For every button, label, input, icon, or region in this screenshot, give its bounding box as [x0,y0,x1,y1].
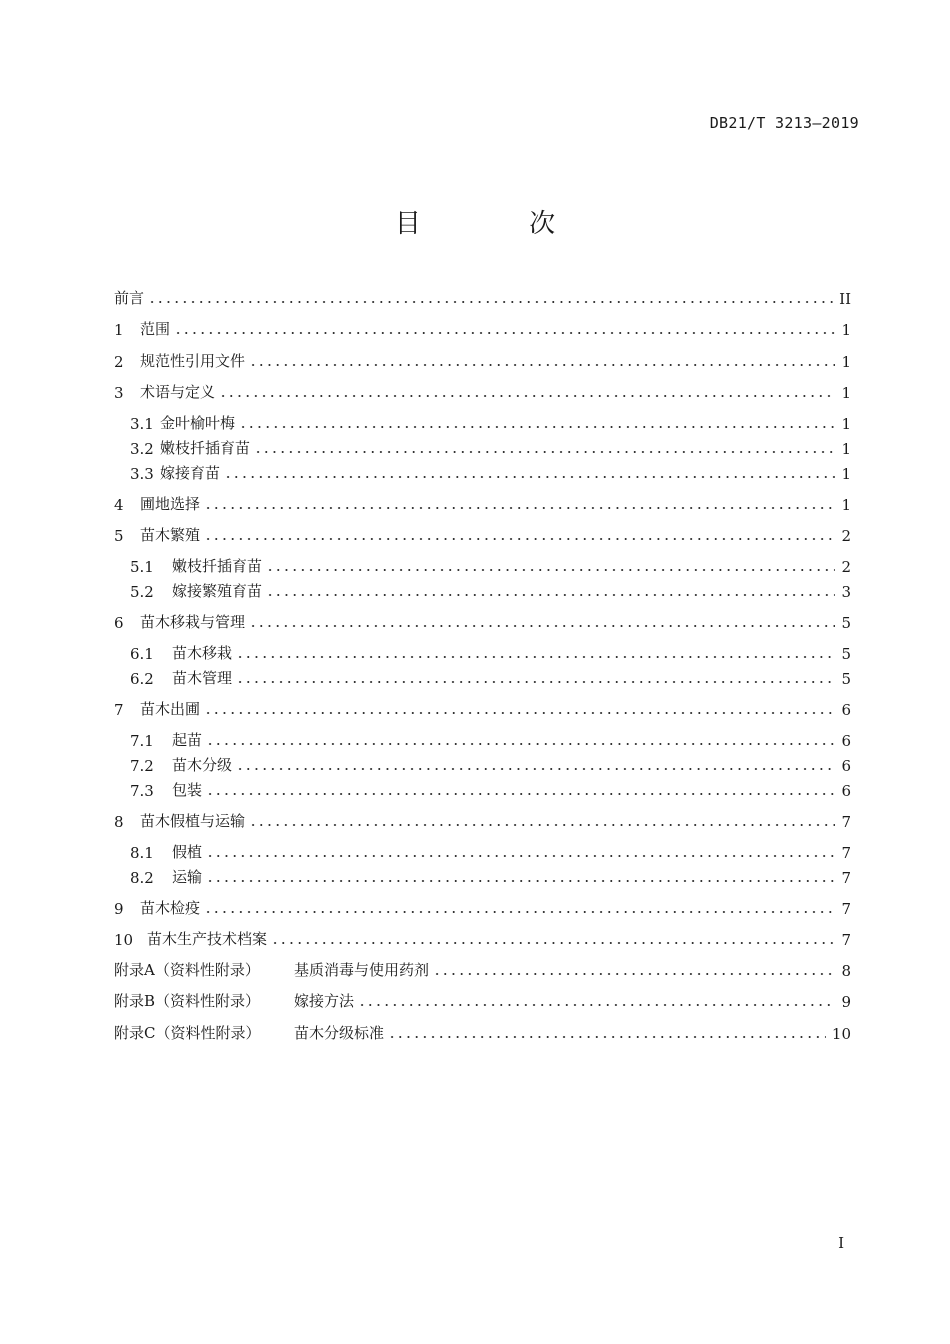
toc-entry-number: 8 [114,813,124,831]
toc-entry-page: 1 [841,321,851,339]
toc-entry-label: 基质消毒与使用药剂 [294,961,430,979]
toc-entry-number: 附录A（资料性附录） [114,961,260,979]
toc-entry-label: 金叶榆叶梅 [160,414,236,432]
leader-dots [236,655,835,659]
leader-dots [148,300,833,304]
toc-entry-label: 起苗 [172,731,203,749]
toc-entry-number: 5.2 [130,583,154,601]
toc-entry-label: 苗木分级 [172,756,233,774]
toc-entry-page: 1 [841,353,851,371]
toc-entry-page: 1 [841,465,851,483]
toc-entry-7-2[interactable] [130,753,851,775]
toc-entry-page: 7 [841,813,851,831]
toc-entry-label: 嫁接育苗 [160,464,221,482]
leader-dots [249,823,835,827]
toc-entry-appendix-b[interactable] [114,989,851,1011]
toc-entry-label: 苗木繁殖 [140,526,201,544]
toc-entry-page: 10 [831,1025,851,1043]
toc-entry-number: 2 [114,353,124,371]
leader-dots [206,792,835,796]
page-number: I [838,1234,844,1252]
toc-entry-number: 3.1 [130,415,154,433]
toc-entry-3-1[interactable] [130,411,851,433]
toc-entry-label: 苗木检疫 [140,899,201,917]
leader-dots [174,331,835,335]
leader-dots [206,742,835,746]
toc-entry-number: 9 [114,900,124,918]
toc-entry-label: 包装 [172,781,203,799]
toc-entry-8-1[interactable] [130,840,851,862]
toc-entry-number: 7 [114,701,124,719]
toc-entry-page: 5 [841,670,851,688]
toc-entry-label: 前言 [114,289,145,307]
toc-entry-page: 9 [841,993,851,1011]
toc-entry-page: 7 [841,931,851,949]
toc-entry-number: 附录C（资料性附录） [114,1024,261,1042]
toc-entry-number: 8.2 [130,869,154,887]
toc-entry-page: 6 [841,757,851,775]
toc-entry-label: 运输 [172,868,203,886]
toc-entry-label: 嫁接繁殖育苗 [172,582,263,600]
toc-entry-number: 7.1 [130,732,154,750]
toc-entry-number: 7.3 [130,782,154,800]
toc-entry-label: 苗木管理 [172,669,233,687]
toc-entry-5[interactable] [114,523,851,545]
toc-entry-label: 嫩枝扦插育苗 [172,557,263,575]
toc-entry-label: 圃地选择 [140,495,201,513]
toc-entry-label: 苗木生产技术档案 [147,930,268,948]
leader-dots [204,711,835,715]
leader-dots [388,1035,826,1039]
toc-entry-number: 6.2 [130,670,154,688]
toc-entry-5-1[interactable] [130,554,851,576]
toc-entry-label: 苗木假植与运输 [140,812,246,830]
toc-entry-label: 术语与定义 [140,383,216,401]
leader-dots [239,425,835,429]
toc-entry-number: 6.1 [130,645,154,663]
toc-entry-6-1[interactable] [130,641,851,663]
toc-entry-number: 5 [114,527,124,545]
leader-dots [266,568,835,572]
toc-entry-page: II [839,290,851,308]
toc-entry-number: 1 [114,321,124,339]
toc-entry-2[interactable] [114,349,851,371]
toc-entry-page: 1 [841,496,851,514]
leader-dots [236,680,835,684]
leader-dots [219,394,835,398]
toc-entry-page: 5 [841,645,851,663]
leader-dots [249,624,835,628]
leader-dots [249,363,835,367]
toc-entry-label: 假植 [172,843,203,861]
toc-entry-number: 7.2 [130,757,154,775]
toc-entry-appendix-a[interactable] [114,958,851,980]
toc-entry-10[interactable] [114,927,851,949]
toc-entry-page: 6 [841,701,851,719]
leader-dots [254,450,835,454]
leader-dots [204,910,835,914]
toc-entry-number: 5.1 [130,558,154,576]
toc-entry-page: 6 [841,782,851,800]
leader-dots [236,767,835,771]
toc-entry-8-2[interactable] [130,865,851,887]
leader-dots [266,593,835,597]
leader-dots [204,537,835,541]
toc-entry-label: 苗木分级标准 [294,1024,385,1042]
toc-entry-3-3[interactable] [130,461,851,483]
toc-entry-3[interactable] [114,380,851,402]
toc-entry-number: 3 [114,384,124,402]
toc-entry-page: 7 [841,900,851,918]
toc-entry-page: 5 [841,614,851,632]
toc-entry-page: 1 [841,440,851,458]
standard-number: DB21/T 3213—2019 [709,114,859,132]
toc-entry-page: 8 [841,962,851,980]
toc-entry-number: 3.2 [130,440,154,458]
toc-entry-1[interactable] [114,317,851,339]
toc-entry-page: 2 [841,558,851,576]
toc-entry-label: 规范性引用文件 [140,352,246,370]
leader-dots [204,506,835,510]
page-title: 目 次 [394,209,606,239]
toc-entry-8[interactable] [114,809,851,831]
toc-entry-number: 8.1 [130,844,154,862]
toc-entry-appendix-c[interactable] [114,1021,851,1043]
toc-entry-5-2[interactable] [130,579,851,601]
leader-dots [206,854,835,858]
toc-entry-page: 6 [841,732,851,750]
leader-dots [433,972,835,976]
toc-entry-page: 3 [841,583,851,601]
leader-dots [206,879,835,883]
toc-entry-page: 7 [841,844,851,862]
toc-entry-7-1[interactable] [130,728,851,750]
leader-dots [224,475,835,479]
toc-entry-6[interactable] [114,610,851,632]
toc-entry-7-3[interactable] [130,778,851,800]
toc-entry-page: 1 [841,384,851,402]
toc-entry-page: 2 [841,527,851,545]
toc-entry-label: 嫩枝扦插育苗 [160,439,251,457]
toc-entry-4[interactable] [114,492,851,514]
toc-entry-label: 苗木移栽与管理 [140,613,246,631]
leader-dots [358,1003,835,1007]
toc-entry-label: 嫁接方法 [294,992,355,1010]
toc-entry-label: 苗木移栽 [172,644,233,662]
toc-entry-number: 4 [114,496,124,514]
toc-entry-number: 10 [114,931,134,949]
leader-dots [271,941,835,945]
toc-entry-number: 6 [114,614,124,632]
toc-entry-label: 苗木出圃 [140,700,201,718]
toc-entry-foreword[interactable] [114,286,851,308]
toc-entry-page: 1 [841,415,851,433]
toc-entry-page: 7 [841,869,851,887]
toc-entry-6-2[interactable] [130,666,851,688]
toc-entry-9[interactable] [114,896,851,918]
toc-entry-number: 3.3 [130,465,154,483]
toc-entry-label: 范围 [140,320,171,338]
toc-entry-7[interactable] [114,697,851,719]
toc-entry-number: 附录B（资料性附录） [114,992,261,1010]
toc-entry-3-2[interactable] [130,436,851,458]
